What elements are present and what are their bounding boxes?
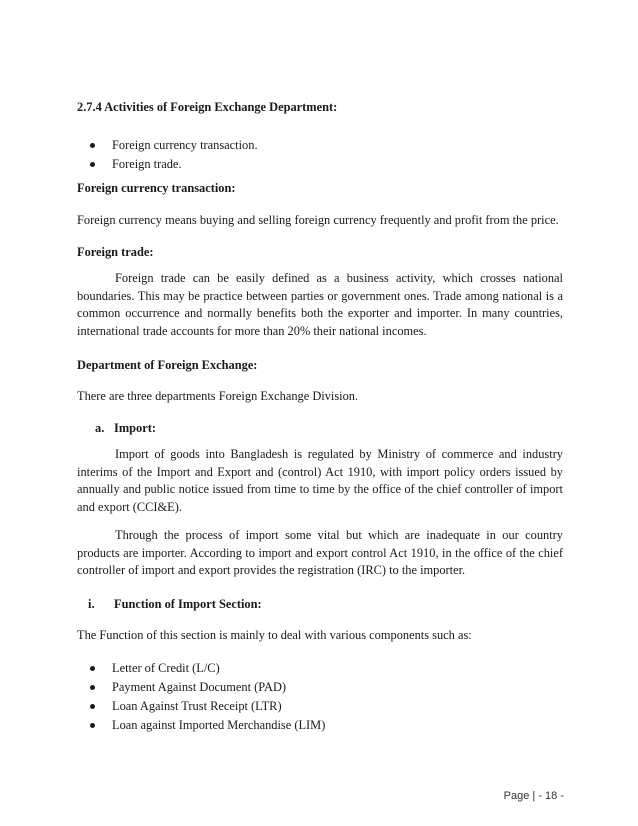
paragraph-line: controller of import and export provides the registration (IRC) to the importer.	[77, 563, 466, 577]
foreign-currency-text: Foreign currency means buying and selling foreign currency frequently and profit from the price.	[77, 213, 559, 227]
paragraph-line: and export (CCI&E).	[77, 499, 182, 514]
import-marker: a.	[95, 421, 105, 435]
list-item: Letter of Credit (L/C)	[90, 659, 325, 678]
paragraph-line: common occurrence and normally benefits both the exporter and importer. In many countries,	[77, 306, 563, 320]
function-text: The Function of this section is mainly to deal with various components such as:	[77, 628, 472, 642]
paragraph-line: annually and public notice issued from time to time by the office of the chief controller of import	[77, 482, 563, 496]
list-item: Foreign currency transaction.	[90, 136, 258, 155]
paragraph-line: Import of goods into Bangladesh is regulated by Ministry of commerce and industry	[115, 447, 563, 461]
paragraph-line: boundaries. This may be practice between parties or government ones. Trade among national is a	[77, 288, 563, 303]
components-list	[90, 659, 325, 735]
foreign-trade-paragraph	[77, 270, 563, 340]
paragraph-line: products are importer. According to import and export control Act 1910, in the office of the chief	[77, 545, 563, 560]
list-item: Foreign trade.	[90, 155, 258, 174]
import-heading: Import:	[114, 421, 156, 435]
foreign-trade-heading: Foreign trade:	[77, 245, 154, 259]
paragraph-line: interims of the Import and Export and (control) Act 1910, with import policy orders issued by	[77, 464, 563, 479]
paragraph-line: international trade accounts for more than 20% their national incomes.	[77, 323, 427, 338]
list-item: Loan Against Trust Receipt (LTR)	[90, 697, 325, 716]
import-paragraph-1	[77, 446, 563, 516]
list-item: Payment Against Document (PAD)	[90, 678, 325, 697]
import-paragraph-2	[77, 527, 563, 580]
function-heading: Function of Import Section:	[114, 597, 262, 611]
foreign-currency-heading: Foreign currency transaction:	[77, 181, 236, 195]
page-number: Page | - 18 -	[503, 790, 564, 802]
department-heading: Department of Foreign Exchange:	[77, 358, 258, 372]
department-text: There are three departments Foreign Exchange Division.	[77, 389, 359, 403]
function-marker: i.	[88, 597, 95, 611]
paragraph-line: Foreign trade can be easily defined as a business activity, which crosses national	[115, 271, 563, 285]
list-item: Loan against Imported Merchandise (LIM)	[90, 716, 325, 735]
paragraph-line: Through the process of import some vital but which are inadequate in our country	[115, 528, 563, 542]
section-heading: 2.7.4 Activities of Foreign Exchange Department:	[77, 100, 338, 114]
activities-list	[90, 136, 258, 174]
